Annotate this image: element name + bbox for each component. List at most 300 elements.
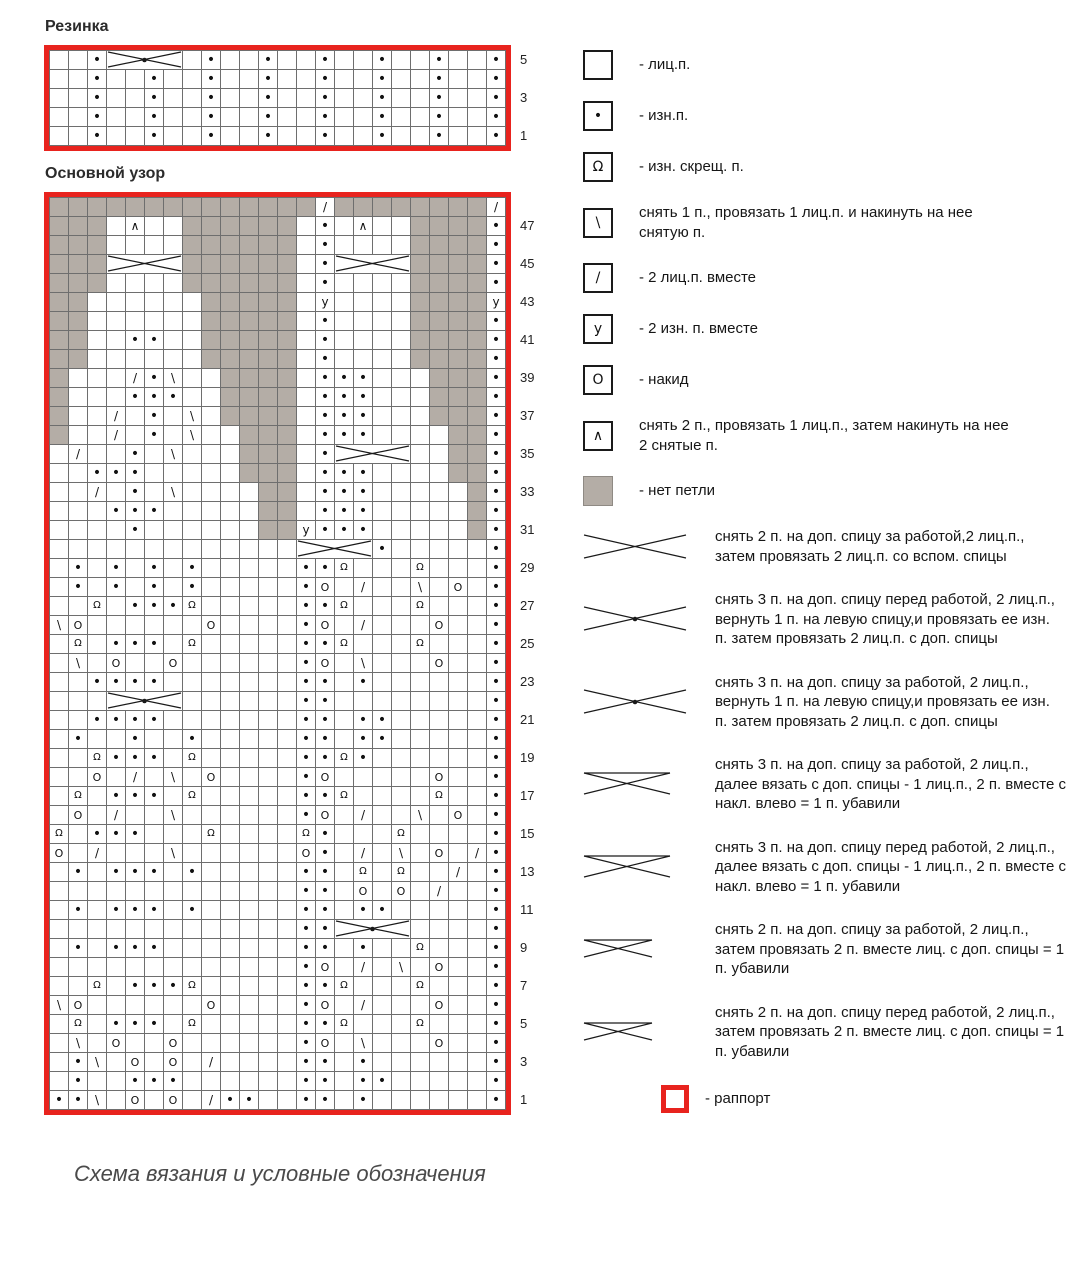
legend-item bbox=[583, 365, 1066, 395]
chart-cell bbox=[411, 426, 430, 445]
chart-cell bbox=[335, 578, 354, 597]
legend-item bbox=[583, 755, 1066, 814]
chart-cell bbox=[126, 540, 145, 559]
chart-cell bbox=[430, 863, 449, 882]
chart-cell bbox=[259, 255, 278, 274]
chart-cell: • bbox=[297, 578, 316, 597]
chart-cell: • bbox=[354, 730, 373, 749]
chart-cell bbox=[69, 673, 88, 692]
chart-cell bbox=[202, 1072, 221, 1091]
main-pattern-frame bbox=[44, 192, 511, 1115]
cable-cross-icon bbox=[107, 692, 183, 711]
chart-cell bbox=[278, 464, 297, 483]
chart-cell bbox=[183, 255, 202, 274]
chart-cell bbox=[69, 350, 88, 369]
chart-cell bbox=[373, 882, 392, 901]
chart-cell: Ω bbox=[69, 1015, 88, 1034]
chart-cell bbox=[278, 597, 297, 616]
chart-cell: • bbox=[487, 331, 506, 350]
chart-cell: • bbox=[88, 825, 107, 844]
chart-cell bbox=[468, 996, 487, 1015]
chart-cell: • bbox=[297, 1072, 316, 1091]
chart-cell: O bbox=[164, 654, 183, 673]
chart-cell bbox=[449, 616, 468, 635]
ribbing-title: Резинка bbox=[45, 18, 109, 35]
chart-cell bbox=[145, 445, 164, 464]
chart-cell bbox=[468, 331, 487, 350]
chart-cell bbox=[202, 635, 221, 654]
chart-cell bbox=[183, 711, 202, 730]
chart-cell bbox=[259, 958, 278, 977]
chart-cell bbox=[221, 521, 240, 540]
chart-cell bbox=[50, 711, 69, 730]
chart-cell bbox=[183, 521, 202, 540]
chart-cell bbox=[88, 331, 107, 350]
chart-cell bbox=[221, 217, 240, 236]
chart-cell bbox=[278, 350, 297, 369]
chart-cell bbox=[449, 255, 468, 274]
chart-cell bbox=[373, 198, 392, 217]
chart-cell bbox=[126, 958, 145, 977]
legend-label: снять 2 п. на доп. спицу за работой, 2 лиц.п., затем провязать 2 п. вместе лиц. с доп. спицы = 1 п. убавили bbox=[715, 921, 1065, 977]
chart-cell bbox=[278, 977, 297, 996]
chart-cell: • bbox=[126, 673, 145, 692]
chart-cell bbox=[430, 293, 449, 312]
chart-cell: • bbox=[354, 1053, 373, 1072]
chart-cell bbox=[430, 331, 449, 350]
chart-cell bbox=[411, 293, 430, 312]
chart-cell: • bbox=[487, 939, 506, 958]
ribbing-frame bbox=[44, 45, 511, 151]
chart-cell bbox=[468, 749, 487, 768]
chart-cell: • bbox=[145, 426, 164, 445]
chart-cell bbox=[50, 939, 69, 958]
main-pattern-chart bbox=[44, 192, 548, 1115]
chart-cell bbox=[69, 293, 88, 312]
legend-label: - изн. скрещ. п. bbox=[639, 158, 744, 176]
chart-cell: • bbox=[487, 559, 506, 578]
chart-cell bbox=[259, 920, 278, 939]
chart-cell bbox=[297, 312, 316, 331]
chart-cell bbox=[88, 692, 107, 711]
chart-cell bbox=[221, 806, 240, 825]
chart-cell: • bbox=[316, 502, 335, 521]
chart-cell bbox=[468, 920, 487, 939]
row-label: 37 bbox=[520, 408, 535, 423]
chart-cell: • bbox=[354, 1072, 373, 1091]
chart-cell bbox=[449, 293, 468, 312]
chart-cell bbox=[468, 597, 487, 616]
cable-cross-icon bbox=[335, 445, 411, 464]
chart-cell: • bbox=[373, 1072, 392, 1091]
chart-cell bbox=[278, 920, 297, 939]
chart-cell: • bbox=[430, 89, 449, 108]
row-label: 11 bbox=[520, 902, 534, 917]
chart-cell: • bbox=[126, 787, 145, 806]
chart-cell: • bbox=[316, 331, 335, 350]
chart-cell bbox=[392, 217, 411, 236]
chart-cell bbox=[240, 996, 259, 1015]
chart-cell bbox=[145, 616, 164, 635]
chart-cell bbox=[69, 217, 88, 236]
chart-cell bbox=[221, 502, 240, 521]
chart-cell: • bbox=[297, 749, 316, 768]
chart-cell bbox=[278, 654, 297, 673]
chart-cell bbox=[449, 331, 468, 350]
chart-cell bbox=[449, 89, 468, 108]
chart-cell bbox=[88, 882, 107, 901]
chart-cell: • bbox=[430, 70, 449, 89]
chart-cell bbox=[449, 749, 468, 768]
chart-cell bbox=[468, 768, 487, 787]
chart-cell: • bbox=[487, 108, 506, 127]
chart-cell: • bbox=[373, 89, 392, 108]
chart-cell bbox=[373, 616, 392, 635]
chart-cell: \ bbox=[411, 806, 430, 825]
chart-cell bbox=[202, 730, 221, 749]
chart-cell: • bbox=[354, 407, 373, 426]
chart-cell bbox=[107, 127, 126, 146]
chart-cell bbox=[221, 89, 240, 108]
chart-cell: O bbox=[126, 1091, 145, 1110]
ribbing-row-labels bbox=[520, 45, 548, 150]
chart-cell bbox=[88, 578, 107, 597]
chart-cell bbox=[411, 787, 430, 806]
chart-cell: • bbox=[145, 578, 164, 597]
chart-cell bbox=[392, 749, 411, 768]
chart-cell bbox=[411, 844, 430, 863]
chart-cell bbox=[468, 1053, 487, 1072]
chart-cell bbox=[411, 369, 430, 388]
chart-cell bbox=[221, 977, 240, 996]
chart-cell bbox=[449, 597, 468, 616]
chart-cell: • bbox=[487, 255, 506, 274]
chart-cell: / bbox=[88, 844, 107, 863]
chart-cell bbox=[468, 293, 487, 312]
chart-cell: / bbox=[354, 996, 373, 1015]
chart-cell: Ω bbox=[430, 787, 449, 806]
chart-cell: O bbox=[449, 806, 468, 825]
chart-cell bbox=[468, 255, 487, 274]
chart-cell bbox=[221, 293, 240, 312]
legend-label: снять 2 п. на доп. спицу за работой,2 лиц.п., затем провязать 2 лиц.п. со вспом. спицы bbox=[715, 528, 1025, 565]
chart-cell bbox=[126, 89, 145, 108]
chart-cell: \ bbox=[354, 654, 373, 673]
chart-cell bbox=[335, 616, 354, 635]
chart-cell bbox=[449, 711, 468, 730]
chart-cell bbox=[164, 578, 183, 597]
chart-cell bbox=[202, 901, 221, 920]
chart-cell: O bbox=[297, 844, 316, 863]
chart-cell bbox=[468, 350, 487, 369]
chart-cell bbox=[221, 445, 240, 464]
chart-cell bbox=[183, 825, 202, 844]
chart-cell bbox=[69, 540, 88, 559]
chart-cell bbox=[468, 559, 487, 578]
chart-cell bbox=[373, 350, 392, 369]
chart-cell bbox=[164, 89, 183, 108]
chart-cell bbox=[88, 350, 107, 369]
chart-cell bbox=[335, 673, 354, 692]
chart-cell bbox=[259, 578, 278, 597]
chart-cell: • bbox=[316, 939, 335, 958]
chart-cell bbox=[449, 996, 468, 1015]
row-label: 35 bbox=[520, 446, 535, 461]
chart-cell: • bbox=[297, 863, 316, 882]
chart-cell bbox=[468, 1015, 487, 1034]
chart-cell bbox=[164, 350, 183, 369]
chart-cell: \ bbox=[354, 1034, 373, 1053]
cable-cross-icon bbox=[107, 51, 183, 70]
chart-cell bbox=[183, 996, 202, 1015]
chart-cell: Ω bbox=[411, 597, 430, 616]
legend-item bbox=[583, 1003, 1066, 1062]
chart-cell bbox=[183, 108, 202, 127]
chart-cell: \ bbox=[392, 958, 411, 977]
chart-cell bbox=[202, 673, 221, 692]
chart-cell bbox=[183, 540, 202, 559]
chart-cell bbox=[240, 939, 259, 958]
chart-cell bbox=[126, 920, 145, 939]
chart-cell bbox=[240, 958, 259, 977]
chart-cell: O bbox=[430, 616, 449, 635]
chart-cell: • bbox=[487, 70, 506, 89]
chart-cell bbox=[126, 127, 145, 146]
chart-cell: / bbox=[354, 578, 373, 597]
chart-cell bbox=[468, 108, 487, 127]
chart-cell bbox=[259, 825, 278, 844]
chart-cell bbox=[259, 654, 278, 673]
chart-cell bbox=[430, 407, 449, 426]
chart-cell bbox=[202, 749, 221, 768]
chart-cell bbox=[202, 217, 221, 236]
chart-cell bbox=[335, 654, 354, 673]
chart-cell bbox=[278, 445, 297, 464]
chart-cell bbox=[392, 51, 411, 70]
chart-cell bbox=[88, 730, 107, 749]
chart-cell bbox=[354, 977, 373, 996]
chart-cell bbox=[164, 426, 183, 445]
chart-cell bbox=[373, 844, 392, 863]
chart-cell bbox=[468, 540, 487, 559]
chart-cell bbox=[126, 1034, 145, 1053]
chart-cell bbox=[183, 958, 202, 977]
chart-cell bbox=[430, 635, 449, 654]
chart-cell bbox=[164, 711, 183, 730]
chart-cell bbox=[50, 70, 69, 89]
chart-cell bbox=[449, 673, 468, 692]
chart-cell bbox=[88, 540, 107, 559]
chart-cell bbox=[468, 502, 487, 521]
chart-cell bbox=[50, 692, 69, 711]
chart-cell bbox=[278, 89, 297, 108]
chart-cell bbox=[449, 312, 468, 331]
chart-cell: • bbox=[316, 483, 335, 502]
chart-cell bbox=[259, 236, 278, 255]
chart-cell bbox=[297, 388, 316, 407]
chart-cell: • bbox=[107, 787, 126, 806]
chart-cell: \ bbox=[88, 1091, 107, 1110]
chart-cell bbox=[240, 502, 259, 521]
chart-cell: • bbox=[297, 635, 316, 654]
chart-cell bbox=[69, 521, 88, 540]
chart-cell bbox=[202, 939, 221, 958]
chart-cell bbox=[69, 198, 88, 217]
chart-cell: \ bbox=[164, 844, 183, 863]
chart-cell bbox=[411, 616, 430, 635]
chart-cell bbox=[240, 882, 259, 901]
chart-cell bbox=[202, 844, 221, 863]
chart-cell bbox=[468, 407, 487, 426]
chart-cell bbox=[278, 901, 297, 920]
chart-cell: • bbox=[107, 464, 126, 483]
chart-cell: • bbox=[487, 787, 506, 806]
chart-cell bbox=[449, 825, 468, 844]
chart-cell bbox=[183, 502, 202, 521]
chart-cell bbox=[88, 217, 107, 236]
chart-cell bbox=[259, 882, 278, 901]
k2tog-square-icon: / bbox=[583, 263, 613, 293]
chart-cell bbox=[221, 692, 240, 711]
row-label: 43 bbox=[520, 294, 535, 309]
chart-cell bbox=[468, 426, 487, 445]
chart-cell: / bbox=[202, 1091, 221, 1110]
row-label: 5 bbox=[520, 52, 528, 67]
chart-cell: • bbox=[88, 108, 107, 127]
chart-cell bbox=[430, 540, 449, 559]
legend-label: снять 3 п. на доп. спицу за работой, 2 лиц.п., далее вязать с доп. спицы - 1 лиц.п., 2 п. вместе с накл. влево = 1 п. убавили bbox=[715, 756, 1066, 812]
chart-cell bbox=[221, 540, 240, 559]
chart-cell bbox=[183, 388, 202, 407]
chart-cell bbox=[221, 787, 240, 806]
chart-cell bbox=[202, 540, 221, 559]
chart-cell bbox=[107, 882, 126, 901]
chart-cell: Ω bbox=[183, 597, 202, 616]
chart-cell bbox=[449, 426, 468, 445]
chart-cell bbox=[354, 331, 373, 350]
legend-item bbox=[583, 527, 1066, 566]
chart-cell bbox=[145, 996, 164, 1015]
chart-cell bbox=[240, 108, 259, 127]
chart-cell: • bbox=[88, 89, 107, 108]
chart-cell bbox=[468, 901, 487, 920]
chart-cell bbox=[50, 331, 69, 350]
chart-cell bbox=[278, 108, 297, 127]
chart-cell: • bbox=[487, 996, 506, 1015]
legend-label: снять 1 п., провязать 1 лиц.п. и накинуть на нее снятую п. bbox=[639, 204, 973, 241]
chart-cell bbox=[107, 844, 126, 863]
chart-cell: • bbox=[297, 1034, 316, 1053]
chart-cell: • bbox=[145, 70, 164, 89]
legend-label: снять 3 п. на доп. спицу перед работой, 2 лиц.п., вернуть 1 п. на левую спицу,и провязать ее изн. п. затем провязать 2 лиц.п. с доп. спицы bbox=[715, 591, 1055, 647]
chart-cell bbox=[392, 939, 411, 958]
chart-cell: • bbox=[316, 597, 335, 616]
chart-cell bbox=[354, 293, 373, 312]
chart-cell: • bbox=[126, 635, 145, 654]
chart-cell bbox=[126, 312, 145, 331]
chart-cell: • bbox=[354, 426, 373, 445]
chart-cell bbox=[88, 255, 107, 274]
chart-cell bbox=[202, 502, 221, 521]
chart-cell: • bbox=[487, 483, 506, 502]
chart-cell bbox=[411, 692, 430, 711]
chart-cell bbox=[164, 236, 183, 255]
chart-cell: • bbox=[107, 1015, 126, 1034]
chart-cell bbox=[221, 369, 240, 388]
chart-cell: • bbox=[487, 711, 506, 730]
chart-cell: • bbox=[354, 749, 373, 768]
chart-cell bbox=[392, 559, 411, 578]
legend-item bbox=[583, 920, 1066, 979]
chart-cell bbox=[354, 787, 373, 806]
legend-label: - 2 изн. п. вместе bbox=[639, 320, 759, 338]
chart-cell bbox=[240, 597, 259, 616]
chart-cell bbox=[88, 445, 107, 464]
chart-cell bbox=[278, 844, 297, 863]
chart-cell bbox=[411, 236, 430, 255]
chart-cell: O bbox=[430, 654, 449, 673]
chart-cell: • bbox=[145, 369, 164, 388]
chart-cell bbox=[411, 70, 430, 89]
chart-cell bbox=[278, 369, 297, 388]
chart-cell bbox=[411, 1053, 430, 1072]
chart-cell bbox=[50, 236, 69, 255]
chart-cell bbox=[164, 730, 183, 749]
chart-cell: \ bbox=[164, 768, 183, 787]
chart-cell bbox=[240, 426, 259, 445]
chart-cell: • bbox=[487, 901, 506, 920]
chart-cell: • bbox=[487, 597, 506, 616]
chart-cell bbox=[183, 274, 202, 293]
chart-cell bbox=[259, 1034, 278, 1053]
chart-cell bbox=[335, 939, 354, 958]
chart-cell bbox=[354, 635, 373, 654]
chart-cell bbox=[354, 768, 373, 787]
chart-cell bbox=[468, 217, 487, 236]
main-pattern-title: Основной узор bbox=[45, 165, 166, 182]
chart-cell bbox=[278, 1034, 297, 1053]
chart-cell bbox=[240, 217, 259, 236]
chart-cell bbox=[449, 692, 468, 711]
chart-cell bbox=[221, 255, 240, 274]
chart-cell bbox=[202, 388, 221, 407]
chart-cell bbox=[50, 559, 69, 578]
chart-cell bbox=[335, 274, 354, 293]
chart-cell bbox=[164, 331, 183, 350]
chart-cell: • bbox=[316, 787, 335, 806]
chart-cell bbox=[50, 635, 69, 654]
chart-cell: • bbox=[297, 958, 316, 977]
chart-cell bbox=[164, 540, 183, 559]
chart-cell bbox=[278, 806, 297, 825]
chart-cell bbox=[259, 901, 278, 920]
yarn-over-square-icon: O bbox=[583, 365, 613, 395]
row-label: 47 bbox=[520, 218, 535, 233]
chart-cell bbox=[392, 369, 411, 388]
chart-cell: • bbox=[487, 844, 506, 863]
chart-cell bbox=[88, 236, 107, 255]
main-pattern-row-labels bbox=[520, 192, 548, 1114]
chart-cell: • bbox=[316, 730, 335, 749]
chart-cell bbox=[411, 730, 430, 749]
chart-cell: • bbox=[487, 882, 506, 901]
chart-cell: • bbox=[316, 236, 335, 255]
chart-cell bbox=[430, 1091, 449, 1110]
chart-cell: • bbox=[297, 939, 316, 958]
chart-cell: O bbox=[69, 616, 88, 635]
chart-cell bbox=[145, 521, 164, 540]
chart-cell bbox=[183, 1072, 202, 1091]
